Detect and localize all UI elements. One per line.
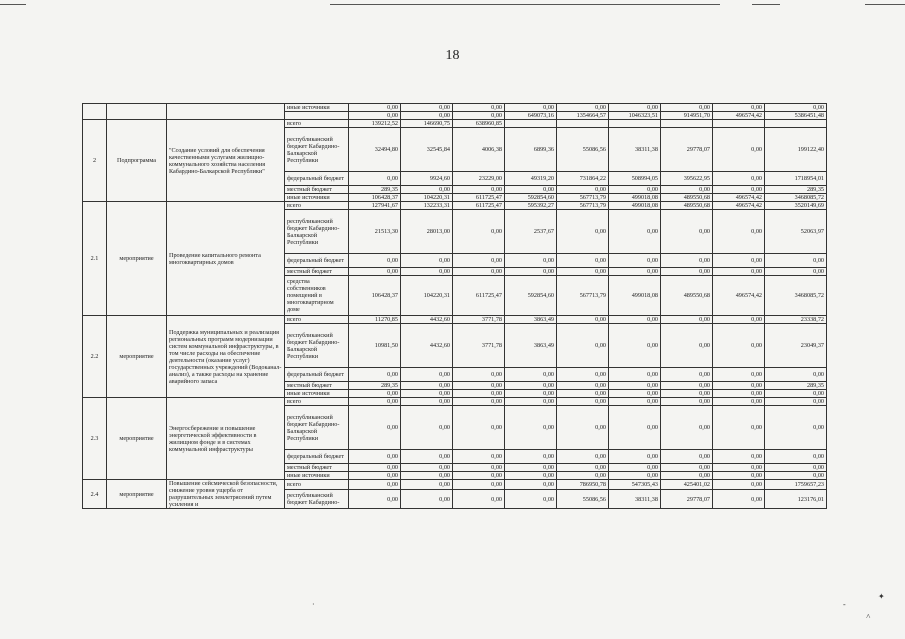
year-value: 9924,60 <box>401 172 453 186</box>
year-value: 0,00 <box>505 390 557 398</box>
total-value: 289,35 <box>765 382 827 390</box>
year-value: 0,00 <box>453 368 505 382</box>
year-value: 0,00 <box>661 316 713 324</box>
year-value: 0,00 <box>557 406 609 450</box>
group-number <box>83 104 107 120</box>
year-value: 4006,38 <box>453 128 505 172</box>
year-value: 0,00 <box>661 186 713 194</box>
year-value: 0,00 <box>661 390 713 398</box>
year-value: 0,00 <box>609 472 661 480</box>
year-value: 3863,49 <box>505 316 557 324</box>
year-value: 0,00 <box>609 464 661 472</box>
year-value: 0,00 <box>661 464 713 472</box>
total-value: 0,00 <box>765 398 827 406</box>
year-value: 0,00 <box>609 104 661 112</box>
year-value: 38311,38 <box>609 490 661 509</box>
year-value: 0,00 <box>609 406 661 450</box>
year-value: 0,00 <box>505 104 557 112</box>
year-value: 496574,42 <box>713 194 765 202</box>
total-value: 123176,01 <box>765 490 827 509</box>
year-value: 0,00 <box>557 398 609 406</box>
year-value: 0,00 <box>557 268 609 276</box>
scan-mark: ✦ <box>878 592 885 601</box>
total-value: 23049,37 <box>765 324 827 368</box>
year-value: 0,00 <box>713 368 765 382</box>
table-row <box>83 202 827 210</box>
year-value: 0,00 <box>557 316 609 324</box>
year-value: 0,00 <box>505 406 557 450</box>
year-value: 0,00 <box>401 268 453 276</box>
year-value: 6899,36 <box>505 128 557 172</box>
year-value: 28013,00 <box>401 210 453 254</box>
total-value: 52063,97 <box>765 210 827 254</box>
group-name: "Создание условий для обеспечения качественными услугами жилищно-коммунального хозяйства населения Кабардино-Балкарской Республики" <box>167 120 285 202</box>
year-value: 0,00 <box>401 464 453 472</box>
group-type: мероприятие <box>107 480 167 509</box>
funding-source: всего <box>285 316 349 324</box>
top-rule-far-right <box>865 4 905 5</box>
year-value: 0,00 <box>349 268 401 276</box>
total-value: 1759657,23 <box>765 480 827 490</box>
year-value: 0,00 <box>349 254 401 268</box>
funding-source: федеральный бюджет <box>285 172 349 186</box>
year-value: 0,00 <box>453 104 505 112</box>
group-type <box>107 104 167 120</box>
year-value: 3863,49 <box>505 324 557 368</box>
funding-source: средства собственников помещений в многоквартирном доме <box>285 276 349 316</box>
table-row <box>83 120 827 128</box>
year-value: 0,00 <box>609 390 661 398</box>
total-value: 0,00 <box>765 368 827 382</box>
year-value: 496574,42 <box>713 276 765 316</box>
total-value: 289,35 <box>765 186 827 194</box>
year-value: 0,00 <box>661 324 713 368</box>
scan-mark: - <box>843 600 846 609</box>
year-value: 914951,70 <box>661 112 713 120</box>
year-value: 0,00 <box>401 398 453 406</box>
year-value: 0,00 <box>401 254 453 268</box>
year-value: 0,00 <box>557 390 609 398</box>
year-value: 0,00 <box>557 450 609 464</box>
table-row <box>83 398 827 406</box>
year-value: 0,00 <box>609 186 661 194</box>
year-value: 106428,37 <box>349 276 401 316</box>
group-name: Энергосбережение и повышение энергетической эффективности в жилищном фонде и в системах коммунальной инфраструктуры <box>167 398 285 480</box>
group-type: мероприятие <box>107 398 167 480</box>
year-value: 0,00 <box>349 450 401 464</box>
scan-mark: ˄ <box>866 612 871 621</box>
year-value: 0,00 <box>349 112 401 120</box>
year-value: 0,00 <box>401 186 453 194</box>
group-type: мероприятие <box>107 316 167 398</box>
page-number: 18 <box>445 48 460 63</box>
year-value: 0,00 <box>609 254 661 268</box>
year-value: 0,00 <box>505 490 557 509</box>
year-value: 0,00 <box>661 472 713 480</box>
year-value: 4432,60 <box>401 324 453 368</box>
year-value: 0,00 <box>557 464 609 472</box>
year-value: 0,00 <box>661 450 713 464</box>
year-value: 489550,68 <box>661 276 713 316</box>
year-value: 0,00 <box>453 490 505 509</box>
total-value: 3520149,69 <box>765 202 827 210</box>
table-row <box>83 480 827 490</box>
year-value: 0,00 <box>609 382 661 390</box>
total-value: 0,00 <box>765 254 827 268</box>
year-value: 499018,08 <box>609 202 661 210</box>
year-value: 0,00 <box>401 490 453 509</box>
year-value: 611725,47 <box>453 276 505 316</box>
year-value: 55086,56 <box>557 128 609 172</box>
year-value: 0,00 <box>349 472 401 480</box>
year-value: 0,00 <box>453 406 505 450</box>
year-value: 0,00 <box>713 268 765 276</box>
year-value: 0,00 <box>661 406 713 450</box>
year-value: 0,00 <box>505 268 557 276</box>
funding-source: местный бюджет <box>285 186 349 194</box>
year-value: 496574,42 <box>713 202 765 210</box>
year-value: 0,00 <box>713 382 765 390</box>
year-value: 0,00 <box>713 406 765 450</box>
year-value: 139212,52 <box>349 120 401 128</box>
year-value: 0,00 <box>609 368 661 382</box>
year-value: 0,00 <box>505 382 557 390</box>
total-value: 0,00 <box>765 104 827 112</box>
funding-source: республиканский бюджет Кабардино- <box>285 490 349 509</box>
year-value: 786950,78 <box>557 480 609 490</box>
total-value <box>765 120 827 128</box>
year-value: 1046323,51 <box>609 112 661 120</box>
year-value: 0,00 <box>713 464 765 472</box>
year-value: 0,00 <box>453 254 505 268</box>
year-value: 146690,75 <box>401 120 453 128</box>
year-value: 0,00 <box>661 254 713 268</box>
top-rule-right <box>752 4 780 5</box>
year-value: 649073,16 <box>505 112 557 120</box>
funding-source: федеральный бюджет <box>285 254 349 268</box>
year-value: 395622,95 <box>661 172 713 186</box>
year-value: 508994,05 <box>609 172 661 186</box>
year-value: 567713,79 <box>557 202 609 210</box>
year-value <box>713 120 765 128</box>
funding-source: местный бюджет <box>285 464 349 472</box>
year-value: 0,00 <box>505 450 557 464</box>
year-value: 499018,08 <box>609 276 661 316</box>
year-value: 0,00 <box>713 186 765 194</box>
group-number: 2.3 <box>83 398 107 480</box>
year-value <box>505 120 557 128</box>
year-value: 0,00 <box>505 254 557 268</box>
year-value: 0,00 <box>557 472 609 480</box>
year-value: 0,00 <box>713 210 765 254</box>
year-value: 0,00 <box>349 172 401 186</box>
funding-source: местный бюджет <box>285 268 349 276</box>
funding-source: всего <box>285 480 349 490</box>
year-value: 0,00 <box>453 480 505 490</box>
year-value: 0,00 <box>713 398 765 406</box>
group-type: мероприятие <box>107 202 167 316</box>
year-value: 638960,85 <box>453 120 505 128</box>
year-value <box>557 120 609 128</box>
group-name: Поддержка муниципальных и реализация региональных программ модернизации систем коммунальной инфраструктуры, в том числе расходы на обеспечение деятельности (оказание услуг) государственных учреждений (Водоканал-анализ), а также расходы на хранение аварийного запаса <box>167 316 285 398</box>
group-name: Повышение сейсмической безопасности, снижение уровня ущерба от разрушительных землетрясений путем усиления и <box>167 480 285 509</box>
year-value: 0,00 <box>349 406 401 450</box>
year-value: 0,00 <box>453 450 505 464</box>
year-value: 0,00 <box>557 210 609 254</box>
year-value: 38311,38 <box>609 128 661 172</box>
year-value: 2537,67 <box>505 210 557 254</box>
year-value: 11270,85 <box>349 316 401 324</box>
funding-source: иные источники <box>285 390 349 398</box>
year-value: 547305,43 <box>609 480 661 490</box>
year-value: 0,00 <box>453 210 505 254</box>
year-value: 0,00 <box>453 472 505 480</box>
scan-mark: · <box>312 600 315 609</box>
year-value: 0,00 <box>349 368 401 382</box>
year-value: 3771,78 <box>453 324 505 368</box>
year-value: 32494,80 <box>349 128 401 172</box>
year-value: 0,00 <box>609 268 661 276</box>
year-value: 0,00 <box>453 186 505 194</box>
year-value: 0,00 <box>453 390 505 398</box>
funding-source: республиканский бюджет Кабардино-Балкарской Республики <box>285 324 349 368</box>
year-value: 0,00 <box>661 368 713 382</box>
year-value: 104220,31 <box>401 194 453 202</box>
year-value: 592854,60 <box>505 194 557 202</box>
funding-source: республиканский бюджет Кабардино-Балкарской Республики <box>285 210 349 254</box>
year-value: 0,00 <box>401 112 453 120</box>
year-value: 106428,37 <box>349 194 401 202</box>
year-value: 0,00 <box>349 480 401 490</box>
year-value: 0,00 <box>713 450 765 464</box>
group-name: Проведение капитального ремонта многоквартирных домов <box>167 202 285 316</box>
group-name <box>167 104 285 120</box>
year-value: 0,00 <box>661 398 713 406</box>
year-value: 0,00 <box>349 104 401 112</box>
total-value: 3468085,72 <box>765 276 827 316</box>
year-value: 731864,22 <box>557 172 609 186</box>
year-value: 611725,47 <box>453 194 505 202</box>
year-value: 0,00 <box>661 104 713 112</box>
total-value: 0,00 <box>765 268 827 276</box>
year-value: 0,00 <box>401 390 453 398</box>
funding-source: республиканский бюджет Кабардино-Балкарской Республики <box>285 406 349 450</box>
year-value: 55086,56 <box>557 490 609 509</box>
year-value: 0,00 <box>349 464 401 472</box>
total-value: 199122,40 <box>765 128 827 172</box>
year-value: 132233,31 <box>401 202 453 210</box>
year-value: 0,00 <box>609 324 661 368</box>
funding-source: федеральный бюджет <box>285 368 349 382</box>
group-number: 2.2 <box>83 316 107 398</box>
year-value: 0,00 <box>713 254 765 268</box>
year-value: 29778,07 <box>661 128 713 172</box>
total-value: 0,00 <box>765 472 827 480</box>
year-value: 0,00 <box>401 368 453 382</box>
year-value: 0,00 <box>661 382 713 390</box>
group-type: Подпрограмма <box>107 120 167 202</box>
year-value: 425401,02 <box>661 480 713 490</box>
year-value: 592854,60 <box>505 276 557 316</box>
funding-source: иные источники <box>285 472 349 480</box>
funding-source: местный бюджет <box>285 382 349 390</box>
funding-source: иные источники <box>285 104 349 112</box>
year-value: 0,00 <box>349 390 401 398</box>
group-number: 2.1 <box>83 202 107 316</box>
funding-source <box>285 112 349 120</box>
year-value: 0,00 <box>505 472 557 480</box>
year-value: 496574,42 <box>713 112 765 120</box>
group-number: 2 <box>83 120 107 202</box>
year-value: 0,00 <box>661 268 713 276</box>
year-value: 0,00 <box>713 172 765 186</box>
year-value: 489550,68 <box>661 202 713 210</box>
year-value: 32545,84 <box>401 128 453 172</box>
year-value: 0,00 <box>557 382 609 390</box>
year-value: 0,00 <box>505 398 557 406</box>
year-value: 0,00 <box>401 406 453 450</box>
funding-source: всего <box>285 398 349 406</box>
year-value: 0,00 <box>609 210 661 254</box>
year-value: 567713,79 <box>557 194 609 202</box>
year-value: 0,00 <box>557 186 609 194</box>
year-value <box>609 120 661 128</box>
year-value: 0,00 <box>349 490 401 509</box>
total-value: 0,00 <box>765 406 827 450</box>
table-row <box>83 104 827 112</box>
year-value: 0,00 <box>713 316 765 324</box>
funding-source: иные источники <box>285 194 349 202</box>
year-value: 0,00 <box>557 254 609 268</box>
year-value: 499018,08 <box>609 194 661 202</box>
year-value: 0,00 <box>609 316 661 324</box>
year-value: 0,00 <box>401 104 453 112</box>
total-value: 0,00 <box>765 390 827 398</box>
total-value: 1718954,01 <box>765 172 827 186</box>
total-value: 0,00 <box>765 464 827 472</box>
year-value: 4432,60 <box>401 316 453 324</box>
total-value: 3468085,72 <box>765 194 827 202</box>
funding-source: всего <box>285 202 349 210</box>
group-number: 2.4 <box>83 480 107 509</box>
year-value: 0,00 <box>505 464 557 472</box>
year-value: 0,00 <box>453 268 505 276</box>
budget-table-body <box>83 104 827 509</box>
year-value: 0,00 <box>713 472 765 480</box>
year-value: 0,00 <box>713 128 765 172</box>
year-value: 0,00 <box>453 398 505 406</box>
year-value: 0,00 <box>401 382 453 390</box>
budget-table <box>82 103 827 509</box>
year-value: 10981,50 <box>349 324 401 368</box>
year-value: 0,00 <box>505 480 557 490</box>
year-value: 611725,47 <box>453 202 505 210</box>
year-value: 49319,20 <box>505 172 557 186</box>
funding-source: республиканский бюджет Кабардино-Балкарской Республики <box>285 128 349 172</box>
year-value: 0,00 <box>713 324 765 368</box>
year-value: 0,00 <box>609 398 661 406</box>
year-value: 0,00 <box>401 472 453 480</box>
year-value: 0,00 <box>401 450 453 464</box>
top-rule-left <box>0 4 26 5</box>
year-value: 0,00 <box>713 104 765 112</box>
year-value: 104220,31 <box>401 276 453 316</box>
year-value: 0,00 <box>557 324 609 368</box>
year-value: 0,00 <box>661 210 713 254</box>
year-value: 21513,30 <box>349 210 401 254</box>
total-value: 5386451,48 <box>765 112 827 120</box>
year-value: 23229,00 <box>453 172 505 186</box>
year-value: 0,00 <box>453 464 505 472</box>
year-value: 3771,78 <box>453 316 505 324</box>
year-value: 567713,79 <box>557 276 609 316</box>
total-value: 23338,72 <box>765 316 827 324</box>
year-value: 489550,68 <box>661 194 713 202</box>
year-value: 0,00 <box>713 390 765 398</box>
year-value: 1354664,57 <box>557 112 609 120</box>
year-value <box>661 120 713 128</box>
year-value: 0,00 <box>713 490 765 509</box>
year-value: 127941,67 <box>349 202 401 210</box>
year-value: 0,00 <box>609 450 661 464</box>
year-value: 0,00 <box>713 480 765 490</box>
year-value: 289,35 <box>349 382 401 390</box>
total-value: 0,00 <box>765 450 827 464</box>
year-value: 0,00 <box>505 368 557 382</box>
year-value: 0,00 <box>557 104 609 112</box>
year-value: 0,00 <box>349 398 401 406</box>
year-value: 0,00 <box>453 382 505 390</box>
year-value: 0,00 <box>401 480 453 490</box>
year-value: 29778,07 <box>661 490 713 509</box>
year-value: 595392,27 <box>505 202 557 210</box>
year-value: 0,00 <box>557 368 609 382</box>
year-value: 0,00 <box>453 112 505 120</box>
year-value: 0,00 <box>505 186 557 194</box>
funding-source: всего <box>285 120 349 128</box>
funding-source: федеральный бюджет <box>285 450 349 464</box>
year-value: 289,35 <box>349 186 401 194</box>
top-rule-mid <box>330 4 720 5</box>
table-row <box>83 316 827 324</box>
